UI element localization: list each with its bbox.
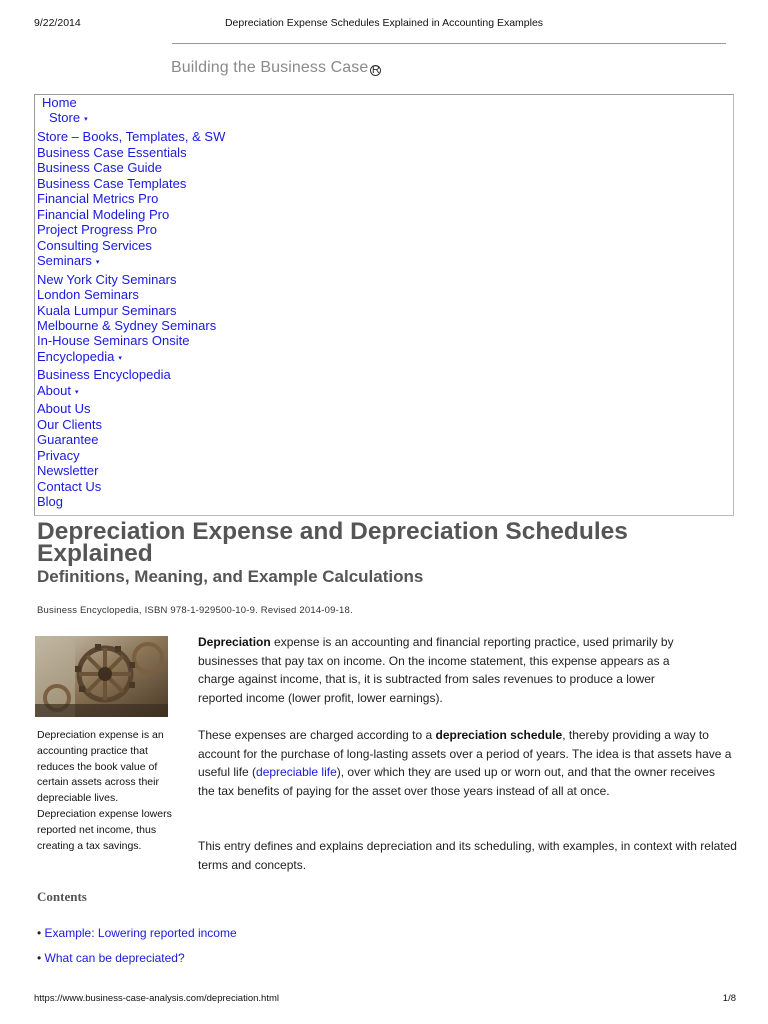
menu-item-store-label: Store [49, 110, 81, 125]
page-subtitle: Definitions, Meaning, and Example Calculations [37, 567, 424, 586]
gears-photo-icon [35, 636, 168, 717]
byline: Business Encyclopedia, ISBN 978-1-929500-10-9. Revised 2014-09-18. [37, 605, 353, 616]
menu-item-about-us[interactable]: About Us [37, 401, 91, 416]
term-depreciation: Depreciation [198, 635, 271, 649]
bullet-icon: • [37, 926, 42, 940]
print-date: 9/22/2014 [34, 17, 81, 29]
contents-heading: Contents [37, 889, 87, 904]
print-page-number: 1/8 [722, 993, 736, 1004]
menu-item-business-case-essentials[interactable]: Business Case Essentials [37, 144, 187, 160]
menu-item-melbourne-sydney-seminars[interactable]: Melbourne & Sydney Seminars [37, 317, 217, 333]
menu-item-project-progress-pro[interactable]: Project Progress Pro [37, 222, 157, 237]
chevron-down-icon: ▾ [95, 259, 100, 266]
header-divider [172, 43, 726, 44]
menu-item-financial-modeling-pro[interactable]: Financial Modeling Pro [37, 206, 170, 222]
link-depreciable-life[interactable]: depreciable life [256, 765, 337, 779]
menu-item-about[interactable] [37, 383, 79, 400]
menu-item-kuala-lumpur-seminars[interactable]: Kuala Lumpur Seminars [37, 302, 177, 318]
menu-item-our-clients[interactable]: Our Clients [37, 416, 103, 432]
menu-item-business-encyclopedia[interactable]: Business Encyclopedia [37, 367, 171, 382]
registered-mark-icon: R [371, 64, 380, 76]
menu-item-seminars[interactable] [37, 253, 99, 270]
menu-item-consulting-services[interactable]: Consulting Services [37, 237, 152, 253]
chevron-down-icon: ▾ [118, 354, 122, 362]
menu-item-newsletter[interactable]: Newsletter [37, 463, 99, 478]
menu-item-store-books[interactable]: Store – Books, Templates, & SW [37, 129, 226, 144]
paragraph-schedule-mid: , thereby providing a way to account for the purchase of long-lasting assets over a period of years. The idea is that assets have a useful life ( [198, 728, 732, 779]
menu-item-about-label: About [37, 382, 71, 398]
menu-item-nyc-seminars[interactable]: New York City Seminars [37, 271, 177, 287]
image-caption: Depreciation expense is an accounting practice that reduces the book value of certain assets across their depreciable lives. Depreciation expense lowers reported net income, thus creating a tax savings. [37, 729, 172, 852]
menu-item-store[interactable] [49, 110, 88, 127]
menu-item-financial-metrics-pro[interactable]: Financial Metrics Pro [37, 191, 159, 206]
term-depreciation-schedule: depreciation schedule [435, 728, 563, 742]
print-footer [34, 993, 736, 1007]
toc-link-lowering-income[interactable]: Example: Lowering reported income [44, 926, 237, 940]
chevron-down-icon: ▾ [84, 116, 88, 123]
brand-name: Building the Business Case [171, 59, 369, 76]
print-url: https://www.business-case-analysis.com/depreciation.html [34, 993, 279, 1004]
chevron-down-icon: ▾ [74, 388, 79, 396]
menu-item-blog[interactable]: Blog [37, 494, 64, 509]
toc-link-what-can-be-depreciated[interactable]: What can be depreciated? [44, 951, 185, 965]
paragraph-overview: This entry defines and explains depreciation and its scheduling, with examples, in context with related terms and concepts. [198, 839, 737, 872]
menu-item-london-seminars[interactable]: London Seminars [37, 287, 139, 302]
toc-item [37, 926, 237, 940]
menu-item-privacy[interactable]: Privacy [37, 447, 80, 463]
menu-item-seminars-label: Seminars [37, 253, 92, 268]
paragraph-intro-text: expense is an accounting and financial reporting practice, used primarily by businesses that pay tax on income. On the income statement, this expense appears as a charge against income, that is, it is subtracted from sales revenues to produce a lower reported income (lower profit, lower earnings). [198, 635, 674, 705]
menu-item-business-case-guide[interactable]: Business Case Guide [37, 160, 163, 175]
menu-item-guarantee[interactable]: Guarantee [37, 432, 99, 447]
gears-illustration [35, 636, 168, 717]
menu-item-contact-us[interactable]: Contact Us [37, 478, 102, 494]
print-title: Depreciation Expense Schedules Explained in Accounting Examples [224, 17, 544, 29]
bullet-icon: • [37, 951, 42, 965]
menu-item-business-case-templates[interactable]: Business Case Templates [37, 175, 187, 191]
paragraph-intro [198, 633, 698, 707]
menu-item-home[interactable]: Home [42, 95, 77, 110]
paragraph-schedule-post: ), over which they are used up or worn out, and that the owner receives the tax benefits of paying for the asset over those years instead of all at once. [198, 765, 715, 798]
menu-item-encyclopedia[interactable] [37, 349, 122, 366]
menu-item-encyclopedia-label: Encyclopedia [37, 348, 115, 364]
page-title: Depreciation Expense and Depreciation Schedules Explained [37, 518, 628, 567]
print-header [34, 17, 734, 31]
paragraph-schedule [198, 726, 734, 800]
site-brand[interactable] [171, 59, 381, 77]
toc-item [37, 951, 185, 965]
paragraph-schedule-pre: These expenses are charged according to a [198, 728, 436, 742]
menu-item-inhouse-seminars[interactable]: In-House Seminars Onsite [37, 333, 190, 348]
